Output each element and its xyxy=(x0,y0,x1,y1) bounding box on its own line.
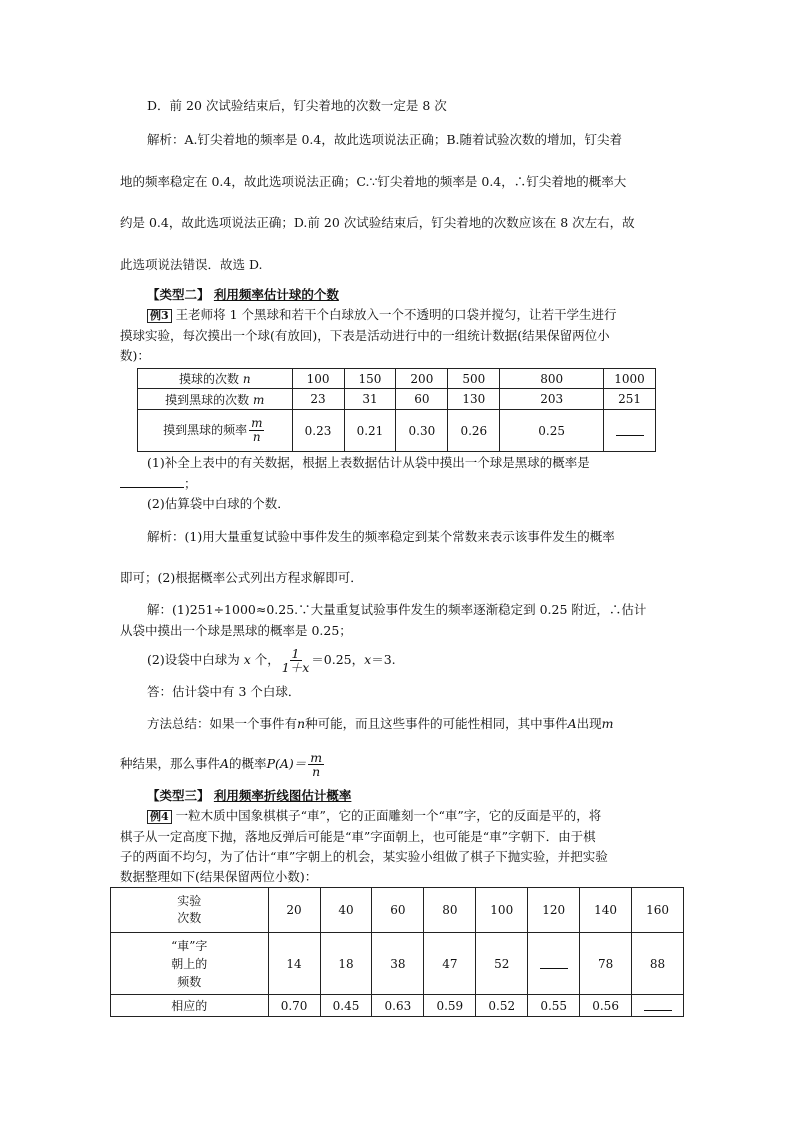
analysis-line: 解析：(1)用大量重复试验中事件发生的频率稳定到某个常数来表示该事件发生的概率 xyxy=(147,529,615,544)
table-cell: 0.59 xyxy=(424,995,476,1017)
row-header: “車”字 朝上的 频数 xyxy=(111,933,269,995)
solution-line: 解：(1)251÷1000≈0.25.∵大量重复试验事件发生的频率逐渐稳定到 0.25 附近，∴估计 xyxy=(147,602,647,617)
example-tag: 例3 xyxy=(147,309,172,323)
table-cell: 88 xyxy=(632,933,684,995)
table-cell: 120 xyxy=(528,888,580,933)
table-row xyxy=(138,410,656,452)
row-header: 相应的 xyxy=(111,995,269,1017)
section-title: 利用频率估计球的个数 xyxy=(213,287,339,302)
table-cell: 100 xyxy=(476,888,528,933)
fraction: $\frac{m}{n}$ xyxy=(251,416,263,444)
section-bracket: 【类型三】 xyxy=(147,788,210,803)
table-cell: 40 xyxy=(320,888,372,933)
table-cell: 251 xyxy=(604,389,656,410)
analysis-line: 解析：A.钉尖着地的频率是 0.4，故此选项说法正确；B.随着试验次数的增加，钉尖着 xyxy=(147,132,623,147)
analysis-line: 约是 0.4，故此选项说法正确；D.前 20 次试验结束后，钉尖着地的次数应该在 8 次左右，故 xyxy=(120,215,635,230)
solution-line: 从袋中摸出一个球是黑球的概率是 0.25； xyxy=(120,623,352,638)
table-cell: 52 xyxy=(476,933,528,995)
example-text: 子的两面不均匀，为了估计“車”字朝上的机会，某实验小组做了棋子下抛实验，并把实验 xyxy=(120,849,608,864)
row-header: 摸到黑球的次数 m xyxy=(138,389,293,410)
answer-line: 答：估计袋中有 3 个白球． xyxy=(147,684,301,699)
example-text: 摸球实验，每次摸出一个球(有放回)，下表是活动进行中的一组统计数据(结果保留两位小 xyxy=(120,328,610,343)
table-cell: 31 xyxy=(344,389,396,410)
example-text: 棋子从一定高度下抛，落地反弹后可能是“車”字面朝上，也可能是“車”字朝下．由于棋 xyxy=(120,829,596,844)
section-heading-type3 xyxy=(147,788,351,804)
table-cell: 1000 xyxy=(604,369,656,389)
table-cell-blank xyxy=(632,995,684,1017)
section-heading-type2 xyxy=(147,287,339,303)
example-text: 王老师将 1 个黑球和若干个白球放入一个不透明的口袋并搅匀，让若干学生进行 xyxy=(175,307,617,322)
table-cell: 150 xyxy=(344,369,396,389)
table-row xyxy=(138,389,656,410)
table-cell: 0.52 xyxy=(476,995,528,1017)
answer-blank xyxy=(120,475,184,488)
question-1-blank: ； xyxy=(120,475,197,492)
question-2: (2)估算袋中白球的个数． xyxy=(147,496,290,511)
table-cell: 60 xyxy=(396,389,448,410)
fraction: $\frac{1}{1+x}$ xyxy=(281,646,310,675)
solution-part-2: (2)设袋中白球为 x 个， $\frac{1}{1+x}$ ＝0.25，x＝3. xyxy=(147,646,396,675)
table-cell: 140 xyxy=(580,888,632,933)
table-cell: 100 xyxy=(292,369,344,389)
table-cell: 200 xyxy=(396,369,448,389)
table-row xyxy=(111,995,684,1017)
ball-stats-table xyxy=(137,368,656,452)
method-summary: 方法总结：如果一个事件有n种可能，而且这些事件的可能性相同，其中事件A出现m xyxy=(147,716,614,731)
section-title: 利用频率折线图估计概率 xyxy=(213,788,352,803)
analysis-line: 即可；(2)根据概率公式列出方程求解即可． xyxy=(120,570,363,585)
table-cell: 0.26 xyxy=(448,410,500,452)
fraction: $\frac{m}{n}$ xyxy=(310,750,323,779)
row-header: 实验 次数 xyxy=(111,888,269,933)
table-row xyxy=(138,369,656,389)
table-cell: 14 xyxy=(268,933,320,995)
table-cell: 23 xyxy=(292,389,344,410)
table-cell: 60 xyxy=(372,888,424,933)
table-row xyxy=(111,888,684,933)
chess-stats-table xyxy=(110,887,684,1017)
section-bracket: 【类型二】 xyxy=(147,287,210,302)
table-cell: 47 xyxy=(424,933,476,995)
example-text: 数据整理如下(结果保留两位小数)： xyxy=(120,869,318,884)
table-cell: 18 xyxy=(320,933,372,995)
table-cell: 0.45 xyxy=(320,995,372,1017)
table-cell: 38 xyxy=(372,933,424,995)
question-1: (1)补全上表中的有关数据，根据上表数据估计从袋中摸出一个球是黑球的概率是 xyxy=(147,455,590,470)
table-cell: 800 xyxy=(500,369,604,389)
table-cell: 0.55 xyxy=(528,995,580,1017)
table-cell: 80 xyxy=(424,888,476,933)
table-cell: 130 xyxy=(448,389,500,410)
analysis-line: 此选项说法错误．故选 D. xyxy=(120,257,263,272)
table-cell: 0.23 xyxy=(292,410,344,452)
table-cell: 0.30 xyxy=(396,410,448,452)
table-cell: 0.25 xyxy=(500,410,604,452)
table-cell: 0.56 xyxy=(580,995,632,1017)
example-text: 一粒木质中国象棋棋子“車”，它的正面雕刻一个“車”字，它的反面是平的，将 xyxy=(175,808,602,823)
table-cell: 0.21 xyxy=(344,410,396,452)
table-cell: 20 xyxy=(268,888,320,933)
table-cell: 500 xyxy=(448,369,500,389)
table-cell: 0.63 xyxy=(372,995,424,1017)
row-header: 摸球的次数 n xyxy=(138,369,293,389)
table-cell: 0.70 xyxy=(268,995,320,1017)
row-header: 摸到黑球的频率 $\frac{m}{n}$ xyxy=(138,410,293,452)
example3-first-line xyxy=(147,307,617,323)
table-cell: 78 xyxy=(580,933,632,995)
method-summary-2: 种结果，那么事件A的概率P(A)＝ $\frac{m}{n}$ xyxy=(120,750,323,779)
table-cell-blank xyxy=(604,410,656,452)
example4-first-line xyxy=(147,808,601,824)
analysis-line: 地的频率稳定在 0.4，故此选项说法正确；C.∵钉尖着地的频率是 0.4，∴钉尖着地的概率大 xyxy=(120,174,627,189)
table-row xyxy=(111,933,684,995)
example-text: 数)： xyxy=(120,348,150,363)
option-d: D．前 20 次试验结束后，钉尖着地的次数一定是 8 次 xyxy=(147,98,447,113)
example-tag: 例4 xyxy=(147,810,172,824)
table-cell: 160 xyxy=(632,888,684,933)
table-cell-blank xyxy=(528,933,580,995)
table-cell: 203 xyxy=(500,389,604,410)
